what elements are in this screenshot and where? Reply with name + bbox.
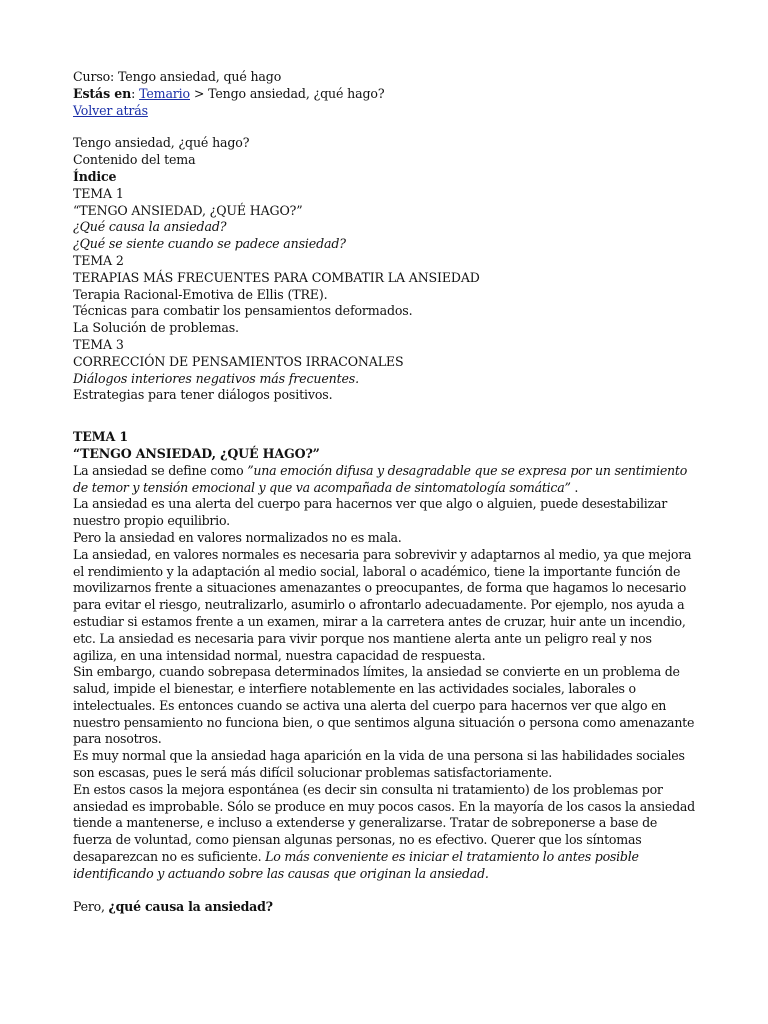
toc-item: Diálogos interiores negativos más frecuentes. (73, 370, 359, 386)
paragraph-definition (73, 463, 699, 497)
section-title: “TENGO ANSIEDAD, ¿QUÉ HAGO?” (73, 445, 320, 461)
toc-item: ¿Qué causa la ansiedad? (73, 219, 227, 235)
paragraph: Sin embargo, cuando sobrepasa determinados límites, la ansiedad se convierte en un problema de salud, impide el bienestar, e interfiere notablemente en las actividades sociales, laborales o intelectuales. Es entonces cuando se activa una alerta del cuerpo para hacernos ver que algo en nuestro pensamiento no funciona bien, o que sentimos alguna situación o persona como amenazante para nosotros. (73, 664, 695, 747)
toc-item: ¿Qué se siente cuando se padece ansiedad? (73, 236, 346, 252)
course-line: Curso: Tengo ansiedad, qué hago (73, 69, 282, 84)
toc-item: “TENGO ANSIEDAD, ¿QUÉ HAGO?” (73, 202, 303, 218)
breadcrumb (73, 86, 699, 103)
toc-item: Estrategias para tener diálogos positivos. (73, 387, 333, 403)
breadcrumb-current: > Tengo ansiedad, ¿qué hago? (189, 85, 385, 101)
paragraph: Es muy normal que la ansiedad haga aparición en la vida de una persona si las habilidades sociales son escasas, pues le será más difícil solucionar problemas satisfactoriamente. (73, 748, 685, 781)
toc-item: CORRECCIÓN DE PENSAMIENTOS IRRACONALES (73, 353, 404, 369)
page-title: Tengo ansiedad, ¿qué hago? (73, 135, 250, 151)
breadcrumb-link-temario[interactable]: Temario (139, 85, 190, 101)
conclusion-italic: Lo más conveniente es iniciar el tratamiento lo antes posible identificando y actuando sobre las causas que originan la ansiedad. (73, 849, 639, 881)
conclusion-text: En estos casos la mejora espontánea (es decir sin consulta ni tratamiento) de los problemas por ansiedad es improbable. Sólo se produce en muy pocos casos. En la mayoría de los casos la ansiedad tiende a mantenerse, e incluso a extenderse y generalizarse. Tratar de sobreponerse a base de fuerza de voluntad, como piensan algunas personas, no es efectivo. Querer que los síntomas desaparezcan no es suficiente. (73, 781, 695, 865)
toc-item: TEMA 2 (73, 252, 124, 268)
toc-item: Técnicas para combatir los pensamientos deformados. (73, 303, 413, 319)
definition-end: . (570, 479, 579, 495)
question-intro: Pero, (73, 898, 109, 914)
paragraph: La ansiedad, en valores normales es necesaria para sobrevivir y adaptarnos al medio, ya que mejora el rendimiento y la adaptación al medio social, laboral o académico, tiene la importante función de movilizarnos frente a situaciones amenazantes o preocupantes, de forma que hagamos lo necesario para evitar el riesgo, neutralizarlo, asumirlo o afrontarlo adecuadamente. Por ejemplo, nos ayuda a estudiar si estamos frente a un examen, mirar a la carretera antes de cruzar, huir ante un incendio, etc. La ansiedad es necesaria para vivir porque nos mantiene alerta ante un peligro real y nos agiliza, en una intensidad normal, nuestra capacidad de respuesta. (73, 546, 692, 663)
toc-item: TEMA 1 (73, 185, 124, 201)
back-link-line (73, 103, 699, 120)
toc-item: TEMA 3 (73, 336, 124, 352)
toc-item: Terapia Racional-Emotiva de Ellis (TRE). (73, 286, 328, 302)
breadcrumb-label: Estás en (73, 85, 132, 101)
paragraph: Pero la ansiedad en valores normalizados no es mala. (73, 529, 402, 545)
paragraph: La ansiedad es una alerta del cuerpo para hacernos ver que algo o alguien, puede desestabilizar nuestro propio equilibrio. (73, 496, 668, 529)
contenido-label: Contenido del tema (73, 152, 196, 168)
paragraph-conclusion (73, 782, 699, 883)
section-tema: TEMA 1 (73, 429, 128, 445)
breadcrumb-separator: : (131, 85, 140, 101)
toc-item: La Solución de problemas. (73, 320, 239, 336)
toc-item: TERAPIAS MÁS FRECUENTES PARA COMBATIR LA ANSIEDAD (73, 269, 480, 285)
paragraph-question (73, 899, 699, 916)
back-link[interactable]: Volver atrás (73, 102, 148, 118)
question-bold: ¿qué causa la ansiedad? (108, 898, 273, 914)
definition-intro: La ansiedad se define como (73, 462, 248, 478)
document-page (73, 69, 699, 915)
index-heading: Índice (73, 168, 117, 184)
definition-quote: ”una emoción difusa y desagradable que se expresa por un sentimiento de temor y tensión emocional y que va acompañada de sintomatología somática” (73, 462, 688, 495)
